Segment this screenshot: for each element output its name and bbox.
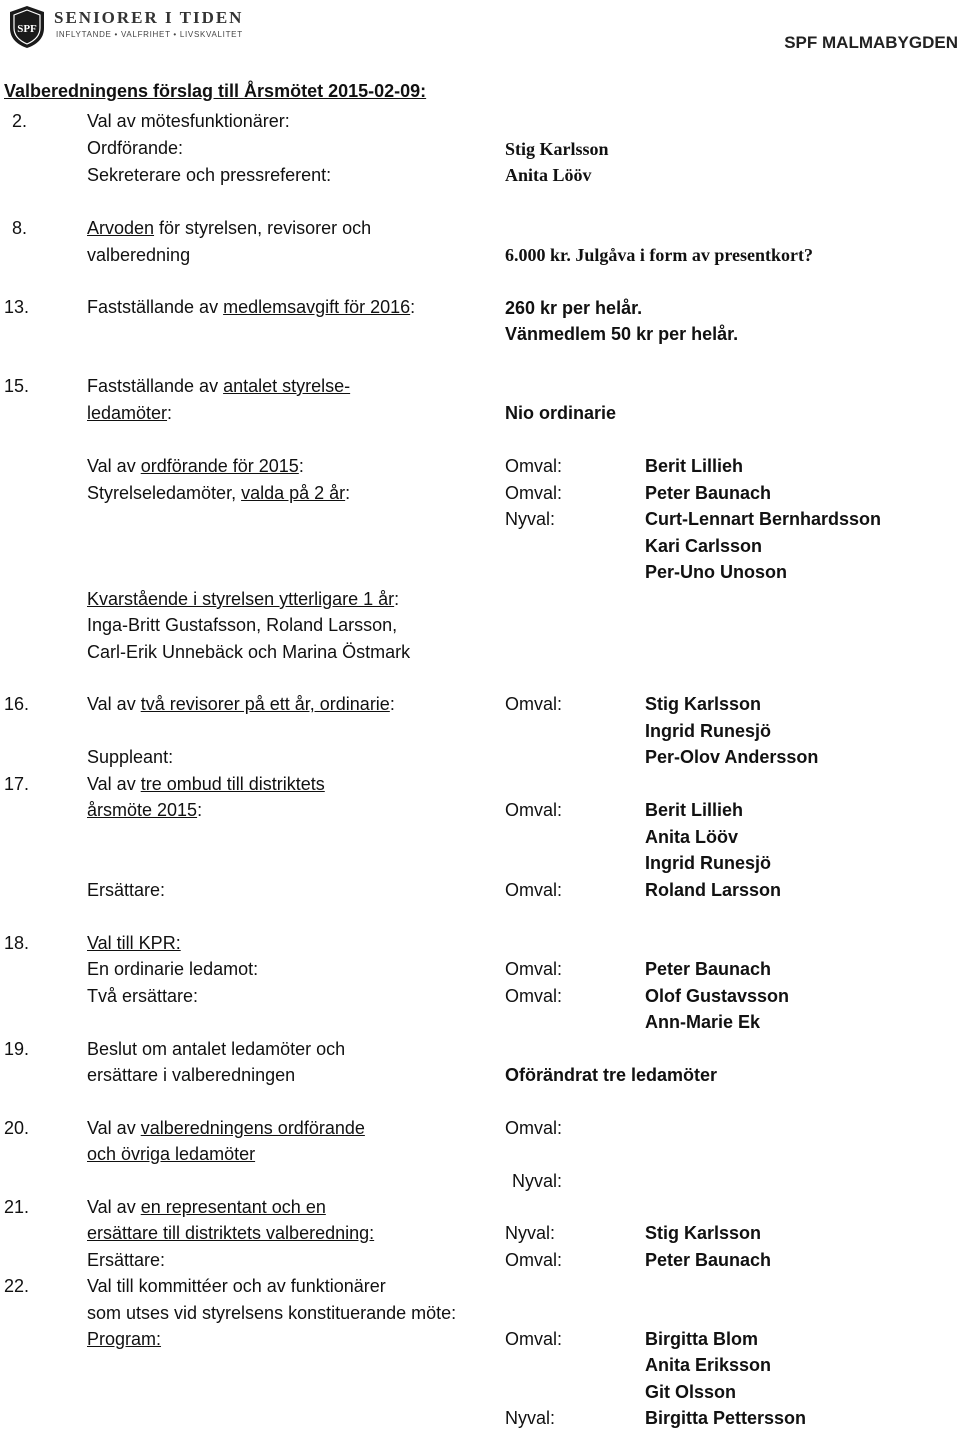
label: Sekreterare och pressreferent:	[87, 165, 332, 185]
item-heading-line2: som utses vid styrelsens konstituerande möte:	[87, 1303, 457, 1323]
value: Nio ordinarie	[505, 403, 617, 423]
value: Anita Lööv	[505, 165, 592, 185]
item-heading: Fastställande av antalet styrelse-	[87, 376, 351, 396]
label: Program:	[87, 1329, 162, 1349]
person-name: Ingrid Runesjö	[645, 853, 771, 873]
item-number: 15.	[4, 376, 30, 396]
person-name: Stig Karlsson	[645, 694, 762, 714]
label: En ordinarie ledamot:	[87, 959, 259, 979]
person-name: Birgitta Blom	[645, 1329, 759, 1349]
person-name: Kari Carlsson	[645, 536, 763, 556]
item-heading: Val av valberedningens ordförande	[87, 1118, 365, 1138]
item-number: 8.	[12, 218, 28, 238]
vote-type: Nyval:	[505, 509, 556, 529]
value: Vänmedlem 50 kr per helår.	[505, 324, 739, 344]
spf-logo-icon	[6, 4, 48, 50]
item-number: 20.	[4, 1118, 30, 1138]
item-number: 18.	[4, 933, 30, 953]
person-name: Olof Gustavsson	[645, 986, 790, 1006]
person-name: Curt-Lennart Bernhardsson	[645, 509, 882, 529]
vote-type: Omval:	[505, 1329, 563, 1349]
item-number: 2.	[12, 111, 28, 131]
branch-name: SPF MALMABYGDEN	[784, 33, 958, 52]
item-number: 13.	[4, 297, 30, 317]
vote-type: Omval:	[505, 1118, 563, 1138]
text-line: Carl-Erik Unnebäck och Marina Östmark	[87, 642, 411, 662]
item-heading: Val av mötesfunktionärer:	[87, 111, 290, 131]
label: Suppleant:	[87, 747, 174, 767]
svg-text:SPF: SPF	[17, 23, 37, 35]
vote-type: Omval:	[505, 880, 563, 900]
person-name: Stig Karlsson	[645, 1223, 762, 1243]
item-heading: Arvoden för styrelsen, revisorer och	[87, 218, 372, 238]
label: Ordförande:	[87, 138, 184, 158]
vote-type: Omval:	[505, 483, 563, 503]
value: 6.000 kr. Julgåva i form av presentkort?	[505, 245, 813, 265]
item-heading-line2: ledamöter:	[87, 403, 173, 423]
value: Oförändrat tre ledamöter	[505, 1065, 718, 1085]
person-name: Peter Baunach	[645, 959, 772, 979]
vote-type: Nyval:	[505, 1223, 556, 1243]
person-name: Berit Lillieh	[645, 800, 744, 820]
item-heading-line2: ersättare i valberedningen	[87, 1065, 296, 1085]
item-heading-line2: årsmöte 2015:	[87, 800, 203, 820]
person-name: Ingrid Runesjö	[645, 721, 771, 741]
person-name: Anita Eriksson	[645, 1355, 772, 1375]
label: Ersättare:	[87, 1250, 166, 1270]
vote-type: Omval:	[505, 959, 563, 979]
person-name: Git Olsson	[645, 1382, 737, 1402]
item-heading: Val av tre ombud till distriktets	[87, 774, 325, 794]
document-title: Valberedningens förslag till Årsmötet 2015-02-09:	[4, 81, 427, 101]
item-heading: Val av två revisorer på ett år, ordinarie:	[87, 694, 395, 714]
vote-type: Omval:	[505, 456, 563, 476]
item-number: 21.	[4, 1197, 30, 1217]
org-tagline: INFLYTANDE • VALFRIHET • LIVSKVALITET	[56, 30, 243, 39]
item-number: 22.	[4, 1276, 30, 1296]
text-line: Inga-Britt Gustafsson, Roland Larsson,	[87, 615, 398, 635]
person-name: Roland Larsson	[645, 880, 782, 900]
vote-type: Nyval:	[505, 1408, 556, 1428]
label: Två ersättare:	[87, 986, 199, 1006]
item-number: 17.	[4, 774, 30, 794]
item-heading: Val till kommittéer och av funktionärer	[87, 1276, 386, 1296]
person-name: Peter Baunach	[645, 1250, 772, 1270]
label: Val av ordförande för 2015:	[87, 456, 304, 476]
vote-type: Omval:	[505, 1250, 563, 1270]
person-name: Ann-Marie Ek	[645, 1012, 761, 1032]
item-heading: Beslut om antalet ledamöter och	[87, 1039, 346, 1059]
person-name: Anita Lööv	[645, 827, 738, 847]
vote-type: Omval:	[505, 986, 563, 1006]
item-number: 16.	[4, 694, 30, 714]
item-heading-line2: och övriga ledamöter	[87, 1144, 256, 1164]
person-name: Berit Lillieh	[645, 456, 744, 476]
value: Stig Karlsson	[505, 139, 609, 159]
item-heading: Val av en representant och en	[87, 1197, 326, 1217]
person-name: Birgitta Pettersson	[645, 1408, 807, 1428]
vote-type: Omval:	[505, 694, 563, 714]
value: 260 kr per helår.	[505, 298, 643, 318]
item-heading-line2: valberedning	[87, 245, 191, 265]
vote-type: Nyval:	[512, 1171, 563, 1191]
label: Styrelseledamöter, valda på 2 år:	[87, 483, 351, 503]
org-name: SENIORER I TIDEN	[54, 8, 244, 27]
person-name: Peter Baunach	[645, 483, 772, 503]
label: Kvarstående i styrelsen ytterligare 1 år:	[87, 589, 400, 609]
item-heading: Val till KPR:	[87, 933, 181, 953]
item-number: 19.	[4, 1039, 30, 1059]
label: Ersättare:	[87, 880, 166, 900]
item-heading: Fastställande av medlemsavgift för 2016:	[87, 297, 416, 317]
item-heading-line2: ersättare till distriktets valberedning:	[87, 1223, 375, 1243]
person-name: Per-Olov Andersson	[645, 747, 819, 767]
person-name: Per-Uno Unoson	[645, 562, 787, 582]
vote-type: Omval:	[505, 800, 563, 820]
